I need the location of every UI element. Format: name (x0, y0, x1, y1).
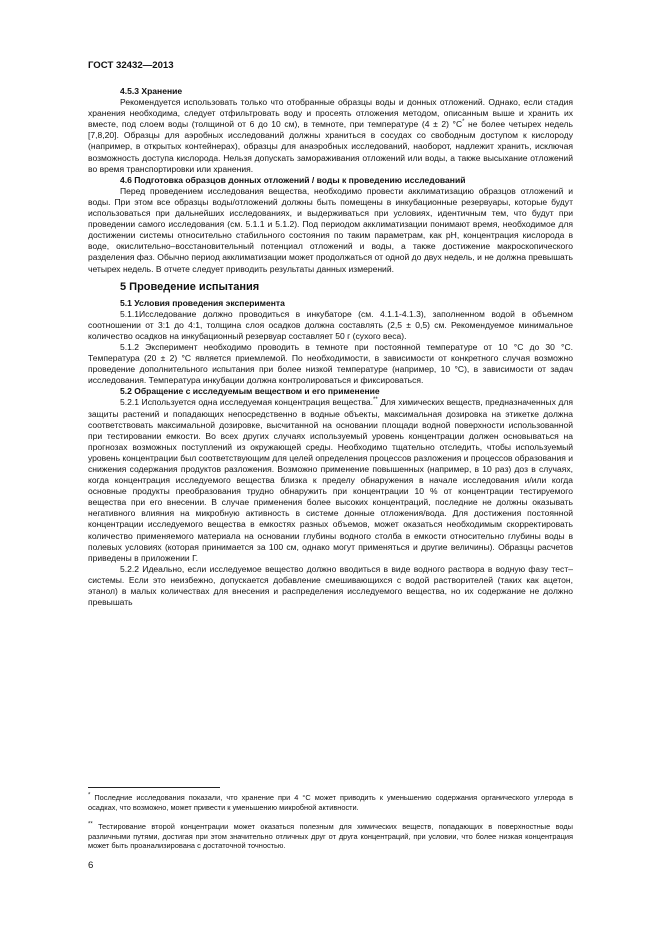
paragraph-text-part: не более четырех недель [7,8,20]. Образцы для аэробных исследований должны храниться в сосудах со свободным доступом к кислороду (например, в открытых контейнерах), образцы для анаэробных исследований, наоборот, надлежит хранить, исключая возможность доступа кислорода. Нельзя допускать замораживания отложений или воды, а также высыхание отложений во время транспортировки или хранения. (88, 119, 573, 174)
section-5-1-2-paragraph: 5.1.2 Эксперимент необходимо проводить в темноте при постоянной температуре от 10 °С до 30 °С. Температура (20 ± 2) °С является приемлемой. По необходимости, в зависимости от конкретного случая возможно проведение дополнительного испытания при более низкой температуре (например, 10 °С), в зависимости от задач исследования. Температура инкубации должна контролироваться и фиксироваться. (88, 341, 573, 386)
document-header: ГОСТ 32432—2013 (88, 60, 174, 71)
section-4-5-3-paragraph (88, 97, 573, 175)
section-5-2-heading: 5.2 Обращение с исследуемым веществом и его применение (120, 386, 380, 397)
paragraph-text-part: Рекомендуется использовать только что отобранные образцы воды и донных отложений. Однако, если стадия хранения необходима, следует отфильтровать воду и просеять отложения методом, описанным выше и хранить их вместе, под слоем воды (толщиной от 6 до 10 см), в темноте, при температуре (4 ± 2) °С (88, 97, 573, 130)
section-4-6-paragraph: Перед проведением исследования вещества, необходимо провести акклиматизацию образцов отложений и воды. При этом все образцы воды/отложений должны быть помещены в инкубационные резервуары, которые будут использоваться при дальнейших исследованиях, и выдерживаться при условиях, идентичным тем, что будут при проведении самого исследования (см. 5.1.1 и 5.1.2). Под периодом акклиматизации понимают время, необходимое для достижении системы относительно стабильного состояния по таким параметрам, как рН, концентрация кислорода в воде, окислительно–восстановительный потенциал отложений и воды, а также достижение макроскопического разделения фаз. Обычно период акклиматизации может продолжаться от одной до двух недель, и не должна превышать четырех недель. В отчете следует приводить результаты данных измерений. (88, 185, 573, 274)
footnote-2 (88, 822, 573, 851)
section-4-5-3-heading: 4.5.3 Хранение (120, 86, 183, 96)
section-5-heading: 5 Проведение испытания (120, 280, 260, 293)
page-number: 6 (88, 860, 94, 871)
footnote-text: Тестирование второй концентрации может оказаться полезным для химических веществ, попадающих в поверхностные воды различными путями, достигая при этом значительно отличных друг от друга концентраций, при условии, что более низкая концентрация может быть проанализирована с достаточной точностью. (88, 822, 573, 851)
footnote-text: Последние исследования показали, что хранение при 4 °С может приводить к уменьшению содержания органического углерода в осадках, что возможно, может привести к уменьшению микробной активности. (88, 793, 573, 812)
footnote-ref-1: * (462, 119, 465, 126)
section-5-2-1-paragraph (88, 397, 573, 563)
footnote-divider (88, 787, 220, 788)
section-5-1-heading: 5.1 Условия проведения эксперимента (120, 297, 285, 308)
paragraph-text-part: Для химических веществ, предназначенных для защиты растений и попадающих непосредственно в водные объекты, максимальная дозировка на этикетке должна соответствовать максимальной дозировке, высчитанной на основании площади водной поверхности использованной при тестировании емкости. Во всех других случаях используемый уровень концентрации должен основываться на прогнозах возможных поступлений из окружающей среды. Необходимо тщательно отследить, чтобы используемый уровень концентрации был соответствующим для целей определения процессов разложения и процессов образования и снижения содержания продуктов разложения. Возможно применение повышенных (например, в 10 раз) доз в случаях, когда концентрация исследуемого вещества близка к пределу обнаружения в начале исследования и/или когда основные продукты преобразования трудно обнаружить при концентрации 10 % от концентрации тестируемого вещества при его внесении. В случае применения более высоких концентраций, последние не должны оказывать негативного влияния на микробную активность в системе донные отложения/вода. Для достижения постоянной концентрации исследуемого вещества в емкостях разных объемов, может оказаться необходимым скорректировать количество применяемого материала на основании глубины водного столба в емкости относительно глубины воды в полевых условиях (которая принимается за 100 см, однако могут применяться и другие величины). Образцы расчетов приведены в приложении Г. (88, 397, 573, 563)
paragraph-text-part: 5.2.1 Используется одна исследуемая концентрация вещества. (120, 397, 374, 408)
footnote-mark: ** (88, 821, 93, 828)
footnote-1 (88, 793, 573, 812)
section-4-6-heading: 4.6 Подготовка образцов донных отложений / воды к проведению исследований (120, 174, 466, 185)
section-5-2-2-paragraph: 5.2.2 Идеально, если исследуемое вещество должно вводиться в виде водного раствора в водную фазу тест–системы. Если это неизбежно, допускается добавление смешивающихся с водой растворителей (таких как ацетон, этанол) в малых количествах для внесения и распределения исследуемого вещества, но их содержание не должно превышать (88, 563, 573, 608)
footnote-mark: * (88, 792, 91, 799)
document-body (88, 86, 573, 608)
footnote-ref-2: ** (373, 397, 378, 404)
section-5-1-1-paragraph: 5.1.1Исследование должно проводиться в инкубаторе (см. 4.1.1-4.1.3), заполненном водой в объемном соотношении от 3:1 до 4:1, толщина слоя осадков должна составлять (2,5 ± 0,5) см. Рекомендуемое минимальное количество осадков на инкубационный резервуар составляет 50 г (сухого веса). (88, 308, 573, 341)
